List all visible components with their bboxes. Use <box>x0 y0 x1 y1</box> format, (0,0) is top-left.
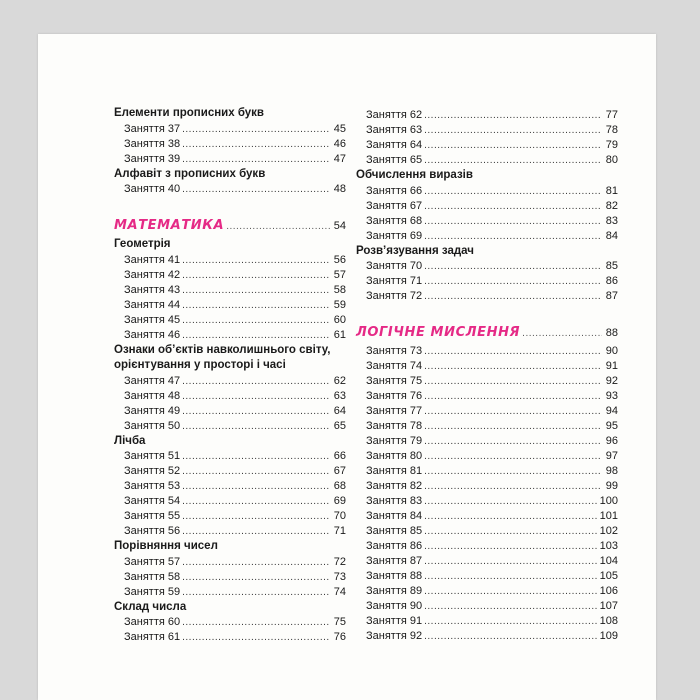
entry-label: Заняття 56 <box>124 525 181 537</box>
entry-label: Заняття 62 <box>366 109 423 121</box>
dot-leader <box>182 374 330 389</box>
page-number: 103 <box>599 540 618 552</box>
toc-entry[interactable] <box>114 152 346 167</box>
toc-entry[interactable] <box>356 259 618 274</box>
dot-leader <box>424 629 598 644</box>
page-number: 60 <box>333 313 346 326</box>
entry-label: Заняття 70 <box>366 260 423 272</box>
entry-label: Заняття 48 <box>124 389 181 402</box>
subheading-text: Розв’язування задач <box>356 244 474 257</box>
toc-entry[interactable] <box>114 509 346 524</box>
toc-entry[interactable] <box>356 389 618 404</box>
entry-label: Заняття 69 <box>366 229 423 242</box>
toc-entry[interactable] <box>114 253 346 268</box>
toc-entry[interactable] <box>114 313 346 328</box>
toc-entry[interactable] <box>356 419 618 434</box>
page-number: 104 <box>599 555 618 567</box>
toc-subheading <box>356 168 618 184</box>
dot-leader <box>424 464 602 479</box>
toc-entry[interactable] <box>356 524 618 539</box>
entry-label: Заняття 90 <box>366 600 423 612</box>
dot-leader <box>182 182 330 197</box>
entry-label: Заняття 41 <box>124 253 181 266</box>
toc-entry[interactable] <box>356 614 618 629</box>
dot-leader <box>424 214 602 229</box>
dot-leader <box>182 615 330 630</box>
dot-leader <box>424 434 602 449</box>
toc-entry[interactable] <box>114 328 346 343</box>
page-number: 84 <box>605 229 618 242</box>
entry-label: Заняття 68 <box>366 214 423 227</box>
page-number: 83 <box>605 214 618 227</box>
entry-label: Заняття 64 <box>366 139 423 151</box>
toc-entry[interactable] <box>356 214 618 229</box>
dot-leader <box>182 313 330 328</box>
toc-section-heading[interactable] <box>114 215 346 237</box>
entry-label: Заняття 55 <box>124 510 181 522</box>
dot-leader <box>424 184 602 199</box>
entry-label: Заняття 63 <box>366 124 423 136</box>
dot-leader <box>182 524 330 539</box>
entry-label: Заняття 50 <box>124 419 181 432</box>
dot-leader <box>424 479 602 494</box>
dot-leader <box>424 449 602 464</box>
toc-entry[interactable] <box>356 479 618 494</box>
entry-label: Заняття 60 <box>124 616 181 628</box>
dot-leader <box>424 108 602 123</box>
dot-leader <box>182 449 330 464</box>
dot-leader <box>182 494 330 509</box>
entry-label: Заняття 51 <box>124 450 181 462</box>
dot-leader <box>424 614 598 629</box>
entry-label: Заняття 61 <box>124 631 181 643</box>
page-number: 69 <box>333 495 346 507</box>
toc-entry[interactable] <box>356 344 618 359</box>
toc-entry[interactable] <box>356 584 618 599</box>
dot-leader <box>424 138 602 153</box>
page-number: 107 <box>599 600 618 612</box>
entry-label: Заняття 84 <box>366 510 423 522</box>
toc-subheading <box>114 167 346 183</box>
page-number: 91 <box>605 360 618 372</box>
page-number: 57 <box>333 268 346 281</box>
entry-label: Заняття 44 <box>124 298 181 311</box>
toc-entry[interactable] <box>114 298 346 313</box>
entry-label: Заняття 37 <box>124 122 181 135</box>
dot-leader <box>424 494 598 509</box>
toc-entry[interactable] <box>114 404 346 419</box>
page-number: 93 <box>605 390 618 402</box>
page-number: 47 <box>333 152 346 165</box>
toc-entry[interactable] <box>356 539 618 554</box>
dot-leader <box>424 539 598 554</box>
toc-entry[interactable] <box>356 374 618 389</box>
page-number: 45 <box>333 122 346 135</box>
entry-label: Заняття 53 <box>124 480 181 492</box>
toc-entry[interactable] <box>114 524 346 539</box>
toc-entry[interactable] <box>356 274 618 289</box>
entry-label: Заняття 49 <box>124 404 181 417</box>
toc-entry[interactable] <box>114 570 346 585</box>
toc-entry[interactable] <box>356 404 618 419</box>
entry-label: Заняття 86 <box>366 540 423 552</box>
toc-subheading <box>356 244 618 260</box>
page-number: 62 <box>333 374 346 387</box>
page-number: 92 <box>605 375 618 387</box>
toc-subheading <box>114 434 346 450</box>
entry-label: Заняття 39 <box>124 152 181 165</box>
page-number: 106 <box>599 585 618 597</box>
spacer <box>114 197 346 211</box>
toc-entry[interactable] <box>356 289 618 304</box>
dot-leader <box>182 137 330 152</box>
toc-subheading <box>114 358 346 374</box>
entry-label: Заняття 72 <box>366 290 423 302</box>
subheading-text: Лічба <box>114 434 146 447</box>
dot-leader <box>182 630 330 645</box>
toc-entry[interactable] <box>114 283 346 298</box>
page-number: 56 <box>333 253 346 266</box>
dot-leader <box>424 359 602 374</box>
dot-leader <box>424 153 602 168</box>
page-number: 100 <box>599 495 618 507</box>
toc-entry[interactable] <box>114 122 346 137</box>
toc-entry[interactable] <box>356 229 618 244</box>
dot-leader <box>182 509 330 524</box>
toc-entry[interactable] <box>114 137 346 152</box>
dot-leader <box>424 569 598 584</box>
dot-leader <box>522 323 602 345</box>
page-number: 67 <box>333 465 346 477</box>
entry-label: Заняття 58 <box>124 570 181 583</box>
page-number: 75 <box>333 616 346 628</box>
dot-leader <box>424 289 602 304</box>
dot-leader <box>182 283 330 298</box>
toc-entry[interactable] <box>356 138 618 153</box>
page-number: 87 <box>605 290 618 302</box>
page-number: 70 <box>333 510 346 522</box>
dot-leader <box>182 585 330 600</box>
entry-label: Заняття 43 <box>124 283 181 296</box>
toc-subheading <box>114 600 346 616</box>
page-number: 88 <box>605 327 618 339</box>
dot-leader <box>424 389 602 404</box>
toc-entry[interactable] <box>356 153 618 168</box>
page-number: 101 <box>599 510 618 522</box>
entry-label: Заняття 71 <box>366 275 423 287</box>
entry-label: Заняття 92 <box>366 630 423 642</box>
dot-leader <box>182 479 330 494</box>
dot-leader <box>182 122 330 137</box>
entry-label: Заняття 67 <box>366 199 423 212</box>
dot-leader <box>424 554 598 569</box>
subheading-text: Елементи прописних букв <box>114 107 264 119</box>
entry-label: Заняття 83 <box>366 495 423 507</box>
page-number: 74 <box>333 585 346 598</box>
page-number: 96 <box>605 435 618 447</box>
page-number: 98 <box>605 465 618 477</box>
dot-leader <box>424 229 602 244</box>
toc-entry[interactable] <box>356 449 618 464</box>
dot-leader <box>424 259 602 274</box>
spacer <box>356 304 618 318</box>
entry-label: Заняття 89 <box>366 585 423 597</box>
entry-label: Заняття 45 <box>124 313 181 326</box>
entry-label: Заняття 65 <box>366 154 423 166</box>
page-number: 59 <box>333 298 346 311</box>
toc-entry[interactable] <box>356 434 618 449</box>
page-number: 73 <box>333 570 346 583</box>
entry-label: Заняття 75 <box>366 375 423 387</box>
page-number: 97 <box>605 450 618 462</box>
dot-leader <box>424 404 602 419</box>
dot-leader <box>182 268 330 283</box>
dot-leader <box>226 216 330 238</box>
toc-right-column <box>356 108 618 644</box>
toc-entry[interactable] <box>114 268 346 283</box>
toc-entry[interactable] <box>114 615 346 630</box>
page-number: 108 <box>599 615 618 627</box>
subheading-text: орієнтування у просторі і часі <box>114 359 286 371</box>
entry-label: Заняття 88 <box>366 570 423 582</box>
page-number: 90 <box>605 345 618 357</box>
toc-entry[interactable] <box>356 554 618 569</box>
page-number: 109 <box>599 630 618 642</box>
dot-leader <box>424 199 602 214</box>
toc-section-heading[interactable] <box>356 322 618 344</box>
entry-label: Заняття 82 <box>366 480 423 492</box>
dot-leader <box>424 374 602 389</box>
dot-leader <box>182 253 330 268</box>
dot-leader <box>424 524 598 539</box>
toc-entry[interactable] <box>114 464 346 479</box>
page-number: 81 <box>605 184 618 197</box>
entry-label: Заняття 85 <box>366 525 423 537</box>
toc-entry[interactable] <box>114 374 346 389</box>
entry-label: Заняття 52 <box>124 465 181 477</box>
dot-leader <box>424 584 598 599</box>
toc-subheading <box>114 237 346 253</box>
toc-subheading <box>114 343 346 359</box>
toc-entry[interactable] <box>114 182 346 197</box>
dot-leader <box>424 344 602 359</box>
page-number: 48 <box>333 183 346 195</box>
page-number: 71 <box>333 525 346 537</box>
entry-label: Заняття 66 <box>366 184 423 197</box>
dot-leader <box>182 389 330 404</box>
entry-label: Заняття 38 <box>124 137 181 150</box>
toc-subheading <box>114 539 346 555</box>
dot-leader <box>182 555 330 570</box>
toc-entry[interactable] <box>356 509 618 524</box>
page-number: 68 <box>333 480 346 492</box>
page-number: 102 <box>599 525 618 537</box>
entry-label: Заняття 42 <box>124 268 181 281</box>
page-number: 86 <box>605 275 618 287</box>
toc-entry[interactable] <box>114 449 346 464</box>
entry-label: Заняття 77 <box>366 405 423 417</box>
toc-entry[interactable] <box>356 184 618 199</box>
section-title: МАТЕМАТИКА <box>114 218 225 233</box>
page-number: 54 <box>333 220 346 232</box>
toc-entry[interactable] <box>356 123 618 138</box>
toc-entry[interactable] <box>356 199 618 214</box>
section-title: ЛОГІЧНЕ МИСЛЕННЯ <box>356 325 521 340</box>
contents-page <box>38 34 656 700</box>
page-number: 63 <box>333 389 346 402</box>
dot-leader <box>182 152 330 167</box>
toc-entry[interactable] <box>356 599 618 614</box>
entry-label: Заняття 54 <box>124 495 181 507</box>
page-number: 72 <box>333 555 346 568</box>
page-number: 65 <box>333 419 346 432</box>
subheading-text: Порівняння чисел <box>114 540 218 552</box>
entry-label: Заняття 47 <box>124 374 181 387</box>
page-number: 82 <box>605 199 618 212</box>
dot-leader <box>182 419 330 434</box>
entry-label: Заняття 46 <box>124 328 181 341</box>
dot-leader <box>182 328 330 343</box>
toc-entry[interactable] <box>356 108 618 123</box>
entry-label: Заняття 40 <box>124 183 181 195</box>
dot-leader <box>182 464 330 479</box>
subheading-text: Ознаки об’єктів навколишнього світу, <box>114 343 331 356</box>
dot-leader <box>182 570 330 585</box>
page-number: 94 <box>605 405 618 417</box>
page-number: 99 <box>605 480 618 492</box>
toc-entry[interactable] <box>114 555 346 570</box>
dot-leader <box>182 298 330 313</box>
toc-left-column <box>114 106 346 645</box>
dot-leader <box>424 419 602 434</box>
page-number: 95 <box>605 420 618 432</box>
entry-label: Заняття 76 <box>366 390 423 402</box>
toc-entry[interactable] <box>114 630 346 645</box>
entry-label: Заняття 81 <box>366 465 423 477</box>
entry-label: Заняття 80 <box>366 450 423 462</box>
toc-entry[interactable] <box>356 569 618 584</box>
toc-entry[interactable] <box>356 629 618 644</box>
dot-leader <box>424 599 598 614</box>
page-number: 61 <box>333 328 346 341</box>
entry-label: Заняття 91 <box>366 615 423 627</box>
subheading-text: Склад числа <box>114 600 187 613</box>
toc-entry[interactable] <box>114 494 346 509</box>
page-number: 85 <box>605 260 618 272</box>
toc-entry[interactable] <box>114 389 346 404</box>
page-number: 79 <box>605 139 618 151</box>
toc-entry[interactable] <box>114 585 346 600</box>
page-number: 80 <box>605 154 618 166</box>
entry-label: Заняття 78 <box>366 420 423 432</box>
page-number: 58 <box>333 283 346 296</box>
page-number: 78 <box>605 124 618 136</box>
dot-leader <box>424 123 602 138</box>
entry-label: Заняття 79 <box>366 435 423 447</box>
subheading-text: Геометрія <box>114 238 171 250</box>
toc-entry[interactable] <box>356 494 618 509</box>
page-number: 77 <box>605 109 618 121</box>
page-number: 46 <box>333 137 346 150</box>
page-number: 64 <box>333 404 346 417</box>
dot-leader <box>182 404 330 419</box>
subheading-text: Алфавіт з прописних букв <box>114 167 266 180</box>
toc-entry[interactable] <box>114 479 346 494</box>
toc-entry[interactable] <box>356 359 618 374</box>
page-number: 105 <box>599 570 618 582</box>
entry-label: Заняття 57 <box>124 555 181 568</box>
entry-label: Заняття 59 <box>124 585 181 598</box>
entry-label: Заняття 87 <box>366 555 423 567</box>
entry-label: Заняття 73 <box>366 345 423 357</box>
page-number: 66 <box>333 450 346 462</box>
dot-leader <box>424 509 598 524</box>
toc-entry[interactable] <box>356 464 618 479</box>
dot-leader <box>424 274 602 289</box>
page-number: 76 <box>333 631 346 643</box>
entry-label: Заняття 74 <box>366 360 423 372</box>
toc-subheading <box>114 106 346 122</box>
subheading-text: Обчислення виразів <box>356 169 473 181</box>
toc-entry[interactable] <box>114 419 346 434</box>
